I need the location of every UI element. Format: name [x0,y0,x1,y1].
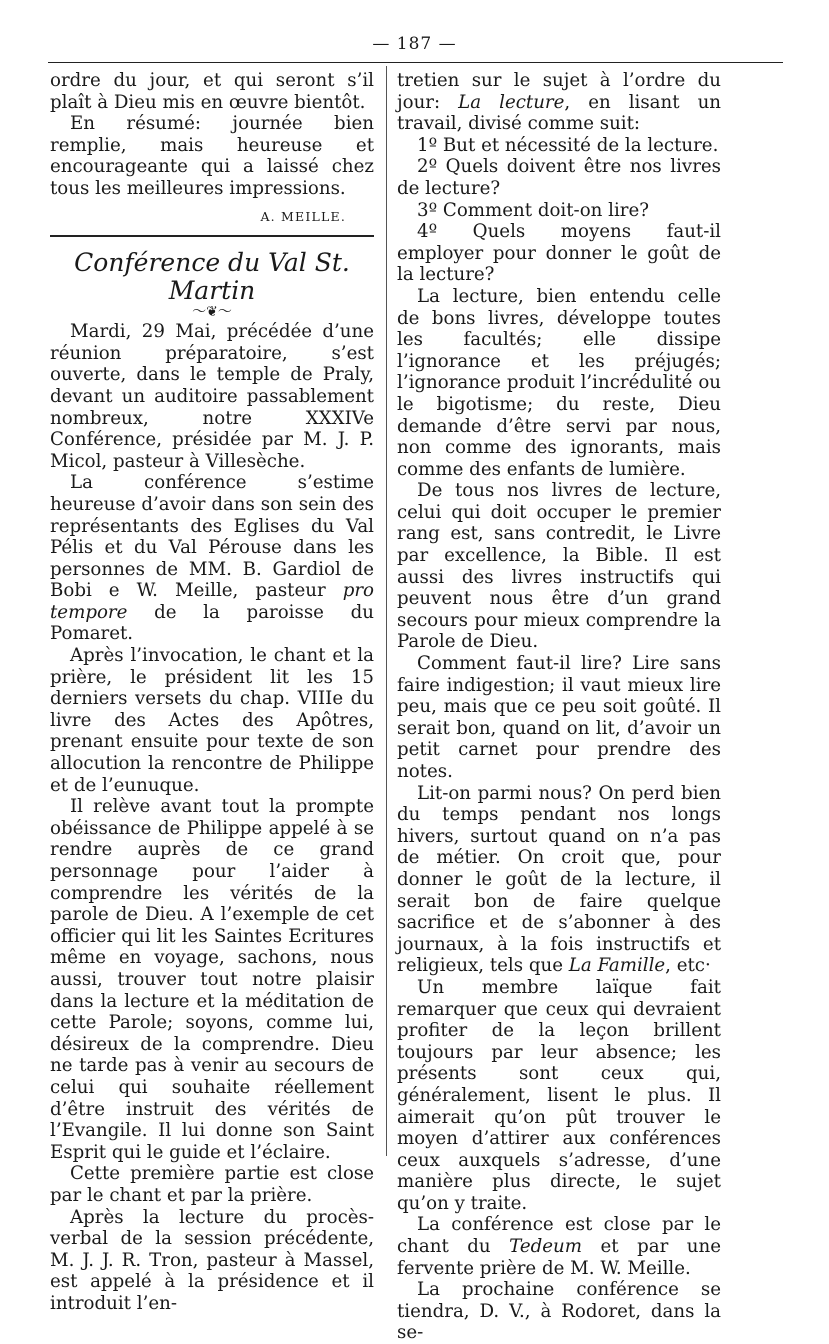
header-rule [48,62,783,63]
right-column [397,70,721,1344]
ornament-icon: 〜❦〜 [192,304,232,321]
paragraph: ordre du jour, et qui seront s’il plaît à Dieu mis en œuvre bientôt. [50,70,374,113]
paragraph: Il relève avant tout la prompte obéissance de Philippe appelé à se rendre auprès de ce grand personnage pour l’aider à comprendre les vérités de la parole de Dieu. A l’exemple de cet officier qui lit les Saintes Ecritures même en voyage, sachons, nous aussi, trouver tout notre plaisir dans la lecture et la méditation de cette Parole; soyons, comme lui, désireux de la comprendre. Dieu ne tarde pas à venir au secours de celui qui souhaite réellement d’être instruit des vérités de l’Evangile. Il lui donne son Saint Esprit qui le guide et l’éclaire. [50,796,374,1163]
text-run: La conférence est close par le chant du [397,1214,721,1258]
paragraph [397,70,721,135]
text-run: , etc· [665,955,711,977]
list-item: 1º But et nécessité de la lecture. [417,134,719,156]
paragraph: Cette première partie est close par le chant et par la prière. [50,1163,374,1206]
italic-text: La lecture [458,91,565,113]
list-item: 3º Comment doit-on lire? [417,199,649,221]
paragraph: Mardi, 29 Mai, précédée d’une réunion préparatoire, s’est ouverte, dans le temple de Praly, devant un auditoire passablement nombreux, notre XXXIVe Conférence, présidée par M. J. P. Micol, pasteur à Villesèche. [50,321,374,472]
page-number: — 187 — [372,34,457,54]
section-heading: Conférence du Val St. Martin [74,248,350,306]
list-item: 2º Quels doivent être nos livres de lecture? [397,156,721,199]
text-run: La conférence s’estime heureuse d’avoir dans son sein des représentants des Eglises du Val Pélis et du Val Pérouse dans les personnes de MM. B. Gardiol de Bobi e W. Meille, pasteur [50,472,374,602]
italic-text: Tedeum [509,1236,583,1258]
text-run: tretien sur le sujet à l’ordre du jour: [397,70,721,113]
paragraph [397,1214,721,1279]
text-run: , en lisant un travail, divisé comme suit: [397,91,721,135]
paragraph: Après la lecture du procès-verbal de la session précédente, M. J. J. R. Tron, pasteur à Massel, est appelé à la présidence et il introduit l’en- [50,1206,374,1314]
paragraph: La lecture, bien entendu celle de bons livres, développe toutes les facultés; elle dissipe l’ignorance et les préjugés; l’ignorance produit l’incrédulité ou le bigotisme; du reste, Dieu demande d’être servi par nous, non comme des ignorants, mais comme des enfants de lumière. [397,285,721,480]
left-column [50,70,374,1314]
paragraph [397,783,721,977]
text-run: Lit-on parmi nous? On perd bien du temps pendant nos longs hivers, surtout quand on n’a pas de métier. On croit que, pour donner le goût de la lecture, il serait bon de faire quelque sacrifice et de s’abonner à des journaux, à la fois instructifs et religieux, tels que [397,782,721,977]
paragraph: Après l’invocation, le chant et la prière, le président lit les 15 derniers versets du chap. VIIIe du livre des Actes des Apôtres, prenant ensuite pour texte de son allocution la rencontre de Philippe et de l’eunuque. [50,645,374,796]
paragraph: En résumé: journée bien remplie, mais heureuse et encourageante qui a laissé chez tous les meilleures impressions. [50,113,374,199]
paragraph: De tous nos livres de lecture, celui qui doit occuper le premier rang est, sans contredit, le Livre par excellence, la Bible. Il est aussi des livres instructifs qui peuvent nous être d’un grand secours pour mieux comprendre la Parole de Dieu. [397,480,721,653]
section-rule [50,235,374,237]
column-divider [386,66,387,1156]
paragraph: Comment faut-il lire? Lire sans faire indigestion; il vaut mieux lire peu, mais que ce peu soit goûté. Il serait bon, quand on lit, d’avoir un petit carnet pour prendre des notes. [397,653,721,782]
paragraph [50,472,374,645]
list-item: 4º Quels moyens faut-il employer pour donner le goût de la lecture? [397,221,721,286]
paragraph: Un membre laïque fait remarquer que ceux qui devraient profiter de la leçon brillent toujours par leur absence; les présents sont ceux qui, généralement, lisent le plus. Il aimerait qu’on pût trouver le moyen d’attirer aux conférences ceux auxquels s’adresse, d’une manière plus directe, le sujet qu’on y traite. [397,976,721,1214]
italic-text: La Famille [568,955,666,977]
italic-text: pro tempore [50,580,374,623]
paragraph: La prochaine conférence se tiendra, D. V., à Rodoret, dans la se- [397,1279,721,1344]
text-run: et par une fervente prière de M. W. Meille. [397,1236,721,1279]
signature: A. MEILLE. [260,208,346,224]
text-run: de la paroisse du Pomaret. [50,601,374,645]
